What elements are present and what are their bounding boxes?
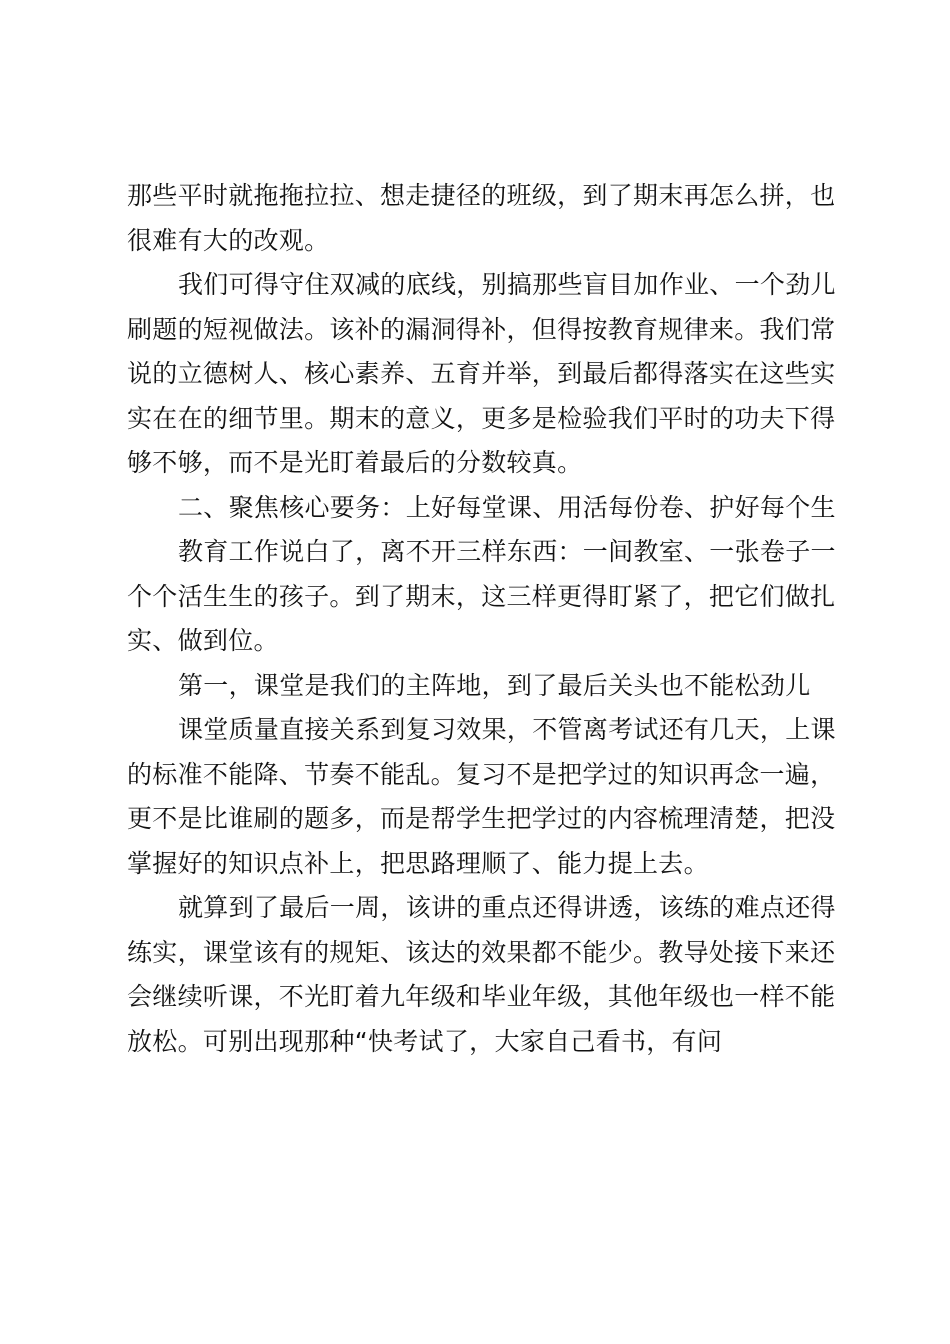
paragraph: 我们可得守住双减的底线，别搞那些盲目加作业、一个劲儿刷题的短视做法。该补的漏洞得补，但得按教育规律来。我们常说的立德树人、核心素养、五育并举，到最后都得落实在这些实实在在的细节里。期末的意义，更多是检验我们平时的功夫下得够不够，而不是光盯着最后的分数较真。	[127, 270, 836, 477]
paragraph: 就算到了最后一周，该讲的重点还得讲透，该练的难点还得练实，课堂该有的规矩、该达的效果都不能少。教导处接下来还会继续听课，不光盯着九年级和毕业年级，其他年级也一样不能放松。可别出现那种“快考试了，大家自己看书，有问	[127, 893, 836, 1056]
paragraph: 那些平时就拖拖拉拉、想走捷径的班级，到了期末再怎么拼，也很难有大的改观。	[127, 181, 836, 255]
paragraph: 教育工作说白了，离不开三样东西：一间教室、一张卷子一个个活生生的孩子。到了期末，这三样更得盯紧了，把它们做扎实、做到位。	[127, 537, 836, 655]
document-body	[127, 174, 847, 1064]
paragraph: 课堂质量直接关系到复习效果，不管离考试还有几天，上课的标准不能降、节奏不能乱。复习不是把学过的知识再念一遍，更不是比谁刷的题多，而是帮学生把学过的内容梳理清楚，把没掌握好的知识点补上，把思路理顺了、能力提上去。	[127, 715, 836, 878]
section-heading: 二、聚焦核心要务：上好每堂课、用活每份卷、护好每个生	[178, 492, 836, 522]
subsection-heading: 第一，课堂是我们的主阵地，到了最后关头也不能松劲儿	[178, 670, 811, 700]
